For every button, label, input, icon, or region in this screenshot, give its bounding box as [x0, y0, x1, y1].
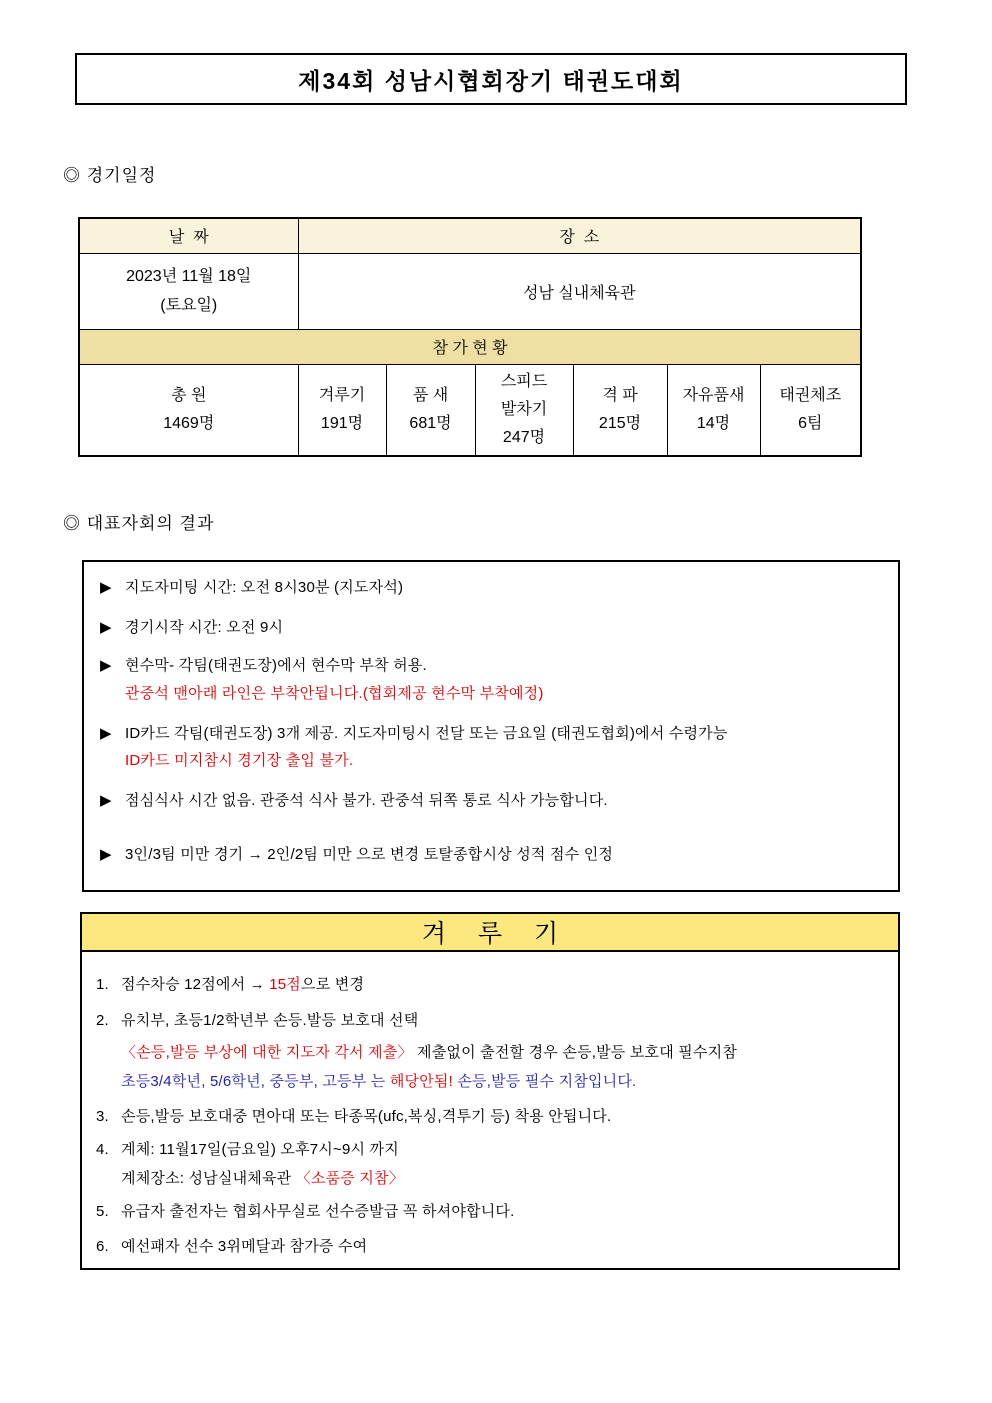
sparring-item-weigh-in: 4. 계체: 11월17일(금요일) 오후7시~9시 까지 — [96, 1141, 399, 1158]
stat-cell-sparring: 겨루기 191명 — [298, 364, 386, 456]
stat-cell-total: 총 원 1469명 — [79, 364, 298, 456]
meeting-item-banner-rule-warning: 관중석 맨아래 라인은 부착안됩니다.(협회제공 현수막 부착예정) — [125, 685, 544, 702]
date-line1: 2023년 11월 18일 — [126, 268, 252, 285]
meeting-item-min-teams: ▶ 3인/3팀 미만 경기 → 2인/2팀 미만 으로 변경 토탈종합시상 성적 점수 인정 — [100, 842, 880, 868]
sparring-item-guard-pledge: 〈손등,발등 부상에 대한 지도자 각서 제출〉 제출없이 출전할 경우 손등,발등 보호대 필수지참 — [121, 1044, 738, 1061]
triangle-bullet-icon: ▶ — [100, 846, 112, 863]
stat-cell-freestyle: 자유품새 14명 — [667, 364, 760, 456]
meeting-results-box — [82, 560, 900, 892]
sparring-section-box — [80, 912, 900, 1270]
date-cell — [79, 253, 298, 329]
meeting-item-id-card-warning: ID카드 미지참시 경기장 출입 불가. — [125, 752, 354, 769]
date-line2: (토요일) — [160, 297, 218, 314]
meeting-item-id-card: ▶ ID카드 각팀(태권도장) 3개 제공. 지도자미팅시 전달 또는 금요일 (태권도협회)에서 수령가능 — [100, 721, 880, 747]
stat-cell-speed-kick: 스피드 발차기 247명 — [475, 364, 573, 456]
section-heading-meeting-results: ◎ 대표자회의 결과 — [63, 514, 215, 533]
triangle-bullet-icon: ▶ — [100, 725, 112, 742]
sparring-item-weigh-in-place: 계체장소: 성남실내체육관 〈소품증 지참〉 — [121, 1170, 404, 1187]
participation-header-cell: 참 가 현 황 — [79, 329, 861, 364]
triangle-bullet-icon: ▶ — [100, 657, 112, 674]
sparring-rule-list — [82, 952, 898, 1260]
sparring-item-medal: 6. 예선패자 선수 3위메달과 참가증 수여 — [96, 1238, 368, 1255]
sparring-item-guard-grades: 초등3/4학년, 5/6학년, 중등부, 고등부 는 해당안됨! 손등,발등 필수 지참입니다. — [121, 1073, 637, 1090]
meeting-item-lunch: ▶ 점심식사 시간 없음. 관중석 식사 불가. 관중석 뒤쪽 통로 식사 가능합니다. — [100, 788, 880, 814]
sparring-item-guard-type: 3. 손등,발등 보호대중 면아대 또는 타종목(ufc,복싱,격투기 등) 착용 안됩니다. — [96, 1108, 612, 1125]
date-column-header: 날 짜 — [79, 218, 298, 253]
venue-cell: 성남 실내체육관 — [298, 253, 861, 329]
meeting-item-start-time: ▶ 경기시작 시간: 오전 9시 — [100, 615, 880, 641]
section-heading-schedule: ◎ 경기일정 — [63, 166, 157, 185]
triangle-bullet-icon: ▶ — [100, 619, 112, 636]
sparring-item-score-gap: 1. 점수차승 12점에서 → 15점으로 변경 — [96, 976, 365, 993]
document-title-box — [75, 53, 907, 105]
stat-cell-poomsae: 품 새 681명 — [386, 364, 475, 456]
venue-column-header: 장 소 — [298, 218, 861, 253]
triangle-bullet-icon: ▶ — [100, 579, 112, 596]
meeting-item-leader-meeting: ▶ 지도자미팅 시간: 오전 8시30분 (지도자석) — [100, 575, 880, 601]
meeting-item-banner-rule: ▶ 현수막- 각팀(태권도장)에서 현수막 부착 허용. — [100, 653, 880, 679]
sparring-banner: 겨 루 기 — [82, 914, 898, 952]
sparring-item-license: 5. 유급자 출전자는 협회사무실로 선수증발급 꼭 하셔야합니다. — [96, 1203, 515, 1220]
document-title: 제34회 성남시협회장기 태권도대회 — [298, 67, 684, 94]
stat-cell-breaking: 격 파 215명 — [573, 364, 667, 456]
triangle-bullet-icon: ▶ — [100, 792, 112, 809]
stat-cell-gymnastics: 태권체조 6팀 — [760, 364, 861, 456]
sparring-item-guard-select: 2. 유치부, 초등1/2학년부 손등.발등 보호대 선택 — [96, 1012, 419, 1029]
schedule-table — [78, 217, 862, 457]
